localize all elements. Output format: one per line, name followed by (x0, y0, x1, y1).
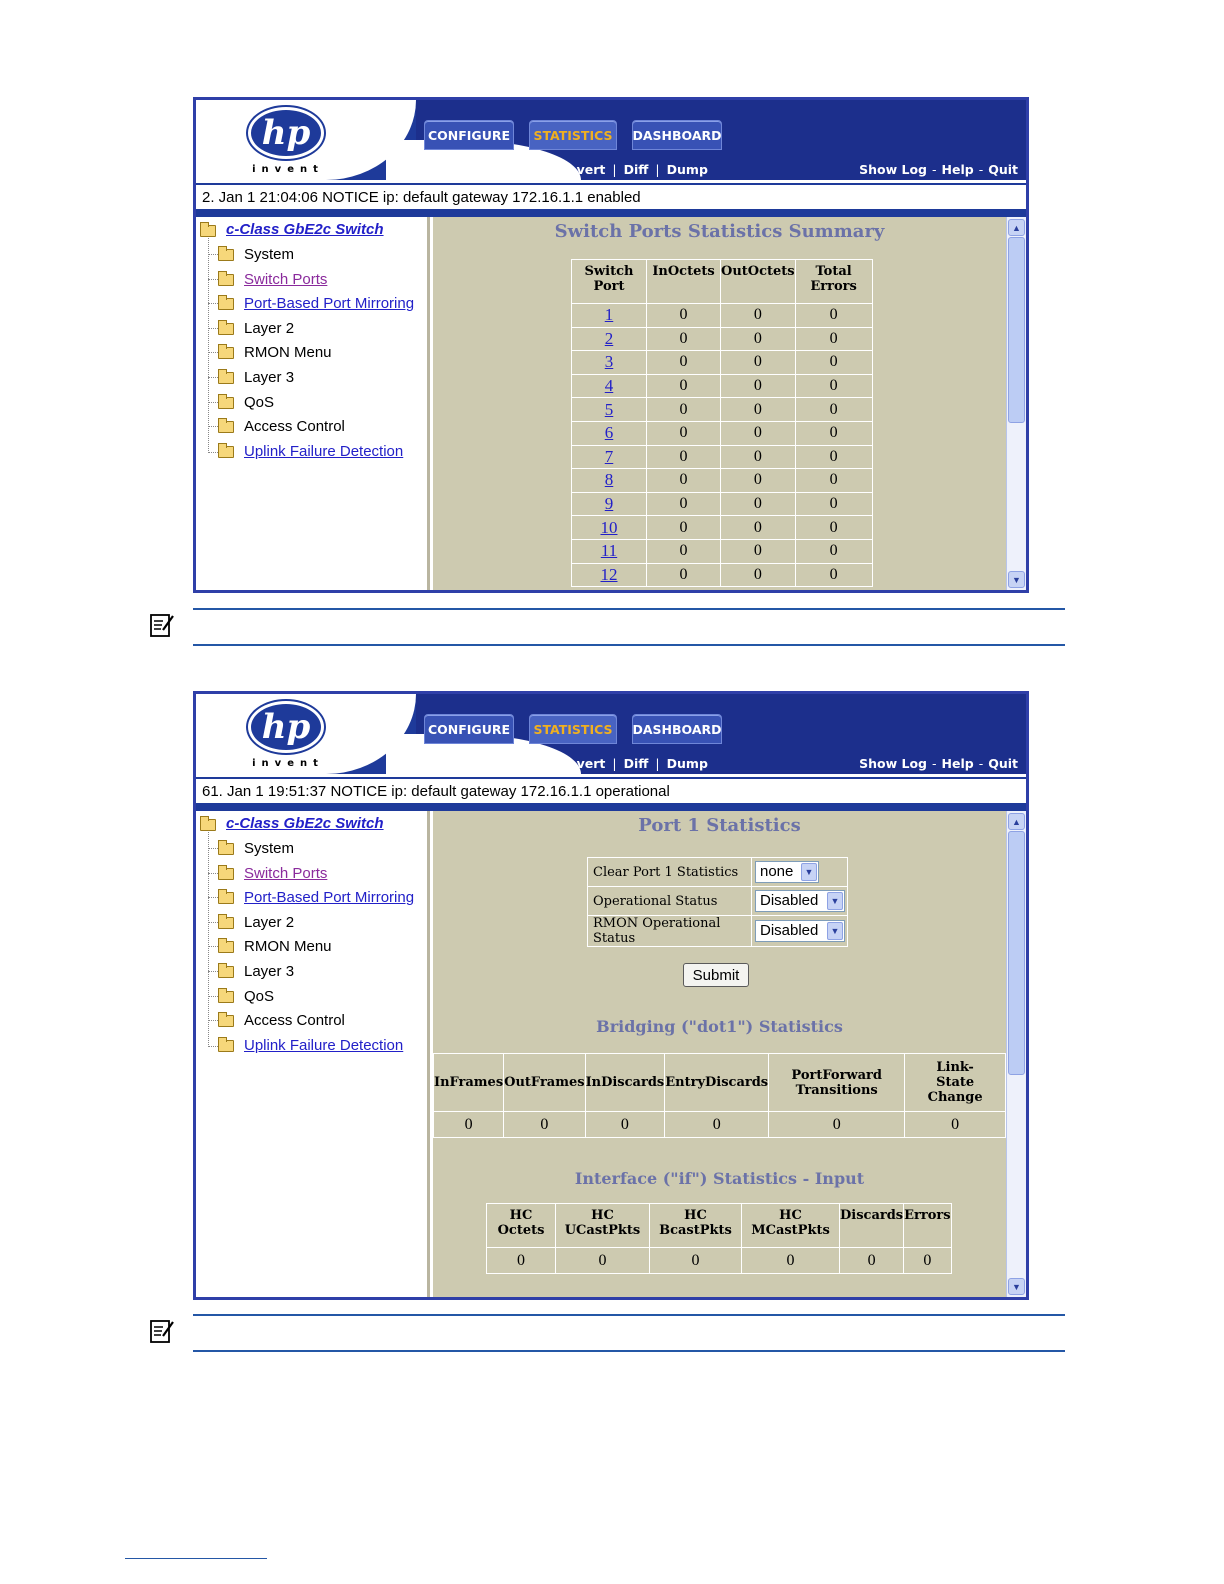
port-link[interactable]: 8 (604, 470, 614, 490)
submit-button[interactable]: Submit (683, 963, 749, 987)
column-header: Total Errors (795, 260, 872, 304)
nav-tree (196, 811, 430, 1297)
chevron-down-icon: ▼ (801, 863, 817, 881)
dump-link[interactable]: Dump (666, 162, 708, 177)
tree-item-switch-ports[interactable]: Switch Ports (244, 271, 328, 288)
apply-link[interactable]: Apply (448, 756, 489, 771)
folder-icon (218, 1040, 234, 1052)
form-label: RMON Operational Status (588, 916, 752, 947)
folder-open-icon (200, 819, 216, 831)
column-header: EntryDiscards (665, 1054, 769, 1112)
stat-value: 0 (647, 539, 721, 563)
content-pane (433, 811, 1006, 1297)
operational-status-select[interactable]: Disabled ▼ (755, 890, 845, 912)
stat-value: 0 (795, 516, 872, 540)
interface-value: 0 (840, 1248, 904, 1274)
bridging-value: 0 (769, 1112, 905, 1138)
screenshot-port-statistics (193, 691, 1029, 1300)
stat-value: 0 (647, 398, 721, 422)
bridging-value: 0 (585, 1112, 665, 1138)
tree-item-access-control[interactable]: Access Control (244, 418, 345, 435)
stat-value: 0 (721, 421, 796, 445)
tree-item-uplink-failure-detection[interactable]: Uplink Failure Detection (244, 1037, 404, 1054)
column-header: InOctets (647, 260, 721, 304)
folder-icon (218, 868, 234, 880)
tree-item-system[interactable]: System (244, 246, 295, 263)
tree-item-rmon-menu[interactable]: RMON Menu (244, 938, 332, 955)
revert-link[interactable]: Revert (558, 162, 606, 177)
table-row (434, 1112, 1006, 1138)
bridging-value: 0 (665, 1112, 769, 1138)
tree-item-port-mirroring[interactable]: Port-Based Port Mirroring (244, 295, 415, 312)
port-link[interactable]: 2 (604, 328, 614, 348)
stat-value: 0 (795, 445, 872, 469)
column-header: Errors (904, 1204, 951, 1248)
table-row (572, 563, 873, 587)
table-row (572, 516, 873, 540)
column-header: InDiscards (585, 1054, 665, 1112)
right-menu: Show Log - Help - Quit (859, 162, 1018, 177)
table-row (572, 492, 873, 516)
bridging-value: 0 (504, 1112, 585, 1138)
stat-value: 0 (795, 374, 872, 398)
port-link[interactable]: 9 (604, 494, 614, 514)
stat-value: 0 (795, 398, 872, 422)
page-title: Port 1 Statistics (638, 815, 801, 836)
tree-root[interactable]: c-Class GbE2c Switch (226, 221, 384, 238)
vertical-scrollbar[interactable] (1006, 217, 1026, 590)
folder-icon (218, 347, 234, 359)
stat-value: 0 (721, 304, 796, 328)
stat-value: 0 (647, 469, 721, 493)
tree-item-layer-2[interactable]: Layer 2 (244, 320, 295, 337)
table-row (572, 304, 873, 328)
stat-value: 0 (795, 351, 872, 375)
scroll-down-icon[interactable]: ▼ (1008, 1278, 1025, 1295)
folder-icon (218, 966, 234, 978)
tree-item-qos[interactable]: QoS (244, 394, 275, 411)
hp-logo: hp (248, 701, 324, 753)
stat-value: 0 (795, 563, 872, 587)
folder-icon (218, 249, 234, 261)
folder-icon (218, 421, 234, 433)
note-box (193, 1314, 1065, 1352)
stat-value: 0 (647, 327, 721, 351)
stat-value: 0 (647, 351, 721, 375)
column-header: Switch Port (572, 260, 647, 304)
interface-value: 0 (650, 1248, 742, 1274)
diff-link[interactable]: Diff (623, 162, 649, 177)
tree-item-port-mirroring[interactable]: Port-Based Port Mirroring (244, 889, 415, 906)
port-link[interactable]: 11 (600, 541, 618, 561)
port-link[interactable]: 1 (604, 305, 614, 325)
save-link[interactable]: Save (506, 162, 541, 177)
help-link[interactable]: Help (941, 162, 974, 177)
folder-icon (218, 917, 234, 929)
note-icon (149, 1318, 175, 1344)
note-icon (149, 612, 175, 638)
stat-value: 0 (795, 304, 872, 328)
scroll-up-icon[interactable]: ▲ (1008, 219, 1025, 236)
port-link[interactable]: 12 (600, 564, 618, 584)
ports-summary-table (571, 259, 873, 587)
stat-value: 0 (721, 327, 796, 351)
help-link[interactable]: Help (941, 756, 974, 771)
scroll-up-icon[interactable]: ▲ (1008, 813, 1025, 830)
port-link[interactable]: 10 (600, 517, 618, 537)
stat-value: 0 (647, 492, 721, 516)
tree-item-layer-3[interactable]: Layer 3 (244, 963, 295, 980)
interface-value: 0 (904, 1248, 951, 1274)
stat-value: 0 (721, 516, 796, 540)
column-header: OutOctets (721, 260, 796, 304)
folder-icon (218, 892, 234, 904)
stat-value: 0 (795, 492, 872, 516)
table-row (572, 351, 873, 375)
page-title: Switch Ports Statistics Summary (554, 221, 885, 242)
tab-configure[interactable]: CONFIGURE (424, 714, 514, 744)
port-link[interactable]: 3 (604, 352, 614, 372)
table-row (572, 327, 873, 351)
folder-icon (218, 941, 234, 953)
column-header: HC MCastPkts (742, 1204, 840, 1248)
notice-line: 2. Jan 1 21:04:06 NOTICE ip: default gateway 172.16.1.1 enabled (196, 183, 1026, 209)
vertical-scrollbar[interactable] (1006, 811, 1026, 1297)
tab-dashboard[interactable]: DASHBOARD (632, 714, 722, 744)
column-header: HC Octets (487, 1204, 556, 1248)
stat-value: 0 (795, 327, 872, 351)
port-link[interactable]: 4 (604, 376, 614, 396)
nav-tree (196, 217, 430, 590)
quit-link[interactable]: Quit (988, 162, 1018, 177)
dump-link[interactable]: Dump (666, 756, 708, 771)
stat-value: 0 (647, 421, 721, 445)
bridging-value: 0 (905, 1112, 1006, 1138)
table-row (572, 374, 873, 398)
column-header: Link-State Change (905, 1054, 1006, 1112)
tab-configure[interactable]: CONFIGURE (424, 120, 514, 150)
stat-value: 0 (795, 539, 872, 563)
port-settings-form (587, 857, 848, 947)
header-bar (196, 694, 1026, 774)
clear-stats-select[interactable]: none ▼ (755, 861, 819, 883)
revert-link[interactable]: Revert (558, 756, 606, 771)
port-link[interactable]: 6 (604, 423, 614, 443)
notice-line: 61. Jan 1 19:51:37 NOTICE ip: default gateway 172.16.1.1 operational (196, 777, 1026, 803)
stat-value: 0 (795, 421, 872, 445)
column-header: InFrames (434, 1054, 504, 1112)
column-header: HC BcastPkts (650, 1204, 742, 1248)
interface-stats-table (486, 1203, 952, 1274)
tree-item-uplink-failure-detection[interactable]: Uplink Failure Detection (244, 443, 404, 460)
content-pane (433, 217, 1006, 590)
logo-tagline: invent (252, 758, 324, 769)
stat-value: 0 (721, 539, 796, 563)
scroll-down-icon[interactable]: ▼ (1008, 571, 1025, 588)
show-log-link[interactable]: Show Log (859, 756, 927, 771)
show-log-link[interactable]: Show Log (859, 162, 927, 177)
stat-value: 0 (721, 374, 796, 398)
tab-dashboard[interactable]: DASHBOARD (632, 120, 722, 150)
interface-value: 0 (742, 1248, 840, 1274)
screenshot-switch-ports-summary (193, 97, 1029, 593)
tree-root[interactable]: c-Class GbE2c Switch (226, 815, 384, 832)
right-menu: Show Log - Help - Quit (859, 756, 1018, 771)
interface-value: 0 (556, 1248, 650, 1274)
apply-link[interactable]: Apply (448, 162, 489, 177)
folder-icon (218, 274, 234, 286)
header-bar (196, 100, 1026, 180)
column-header: PortForward Transitions (769, 1054, 905, 1112)
rmon-status-select[interactable]: Disabled ▼ (755, 920, 845, 942)
tree-item-layer-2[interactable]: Layer 2 (244, 914, 295, 931)
table-row (487, 1248, 952, 1274)
interface-value: 0 (487, 1248, 556, 1274)
note-box (193, 608, 1065, 646)
folder-icon (218, 372, 234, 384)
tree-item-switch-ports[interactable]: Switch Ports (244, 865, 328, 882)
action-menu: Apply | Save | Revert | Diff | Dump (448, 756, 708, 771)
chevron-down-icon: ▼ (827, 892, 843, 910)
table-row (572, 469, 873, 493)
column-header: HC UCastPkts (556, 1204, 650, 1248)
port-link[interactable]: 5 (604, 399, 614, 419)
logo-tagline: invent (252, 164, 324, 175)
tree-item-qos[interactable]: QoS (244, 988, 275, 1005)
table-row (572, 398, 873, 422)
chevron-down-icon: ▼ (827, 922, 843, 940)
folder-icon (218, 323, 234, 335)
tree-item-access-control[interactable]: Access Control (244, 1012, 345, 1029)
column-header: OutFrames (504, 1054, 585, 1112)
quit-link[interactable]: Quit (988, 756, 1018, 771)
folder-icon (218, 397, 234, 409)
stat-value: 0 (721, 398, 796, 422)
stat-value: 0 (647, 445, 721, 469)
stat-value: 0 (647, 563, 721, 587)
folder-icon (218, 991, 234, 1003)
folder-icon (218, 843, 234, 855)
tree-item-layer-3[interactable]: Layer 3 (244, 369, 295, 386)
interface-title: Interface ("if") Statistics - Input (574, 1169, 865, 1188)
hp-logo: hp (248, 107, 324, 159)
column-header: Discards (840, 1204, 904, 1248)
stat-value: 0 (721, 563, 796, 587)
folder-open-icon (200, 225, 216, 237)
tree-item-rmon-menu[interactable]: RMON Menu (244, 344, 332, 361)
port-link[interactable]: 7 (604, 446, 614, 466)
stat-value: 0 (721, 469, 796, 493)
save-link[interactable]: Save (506, 756, 541, 771)
table-row (572, 421, 873, 445)
stat-value: 0 (721, 445, 796, 469)
stat-value: 0 (647, 516, 721, 540)
bridging-value: 0 (434, 1112, 504, 1138)
stat-value: 0 (647, 304, 721, 328)
scroll-thumb[interactable] (1008, 831, 1025, 1075)
table-row (572, 445, 873, 469)
scroll-thumb[interactable] (1008, 237, 1025, 423)
bridging-stats-table (433, 1053, 1006, 1138)
diff-link[interactable]: Diff (623, 756, 649, 771)
stat-value: 0 (721, 351, 796, 375)
folder-icon (218, 1015, 234, 1027)
folder-icon (218, 298, 234, 310)
stat-value: 0 (647, 374, 721, 398)
table-row (572, 539, 873, 563)
stat-value: 0 (721, 492, 796, 516)
tab-statistics[interactable]: STATISTICS (529, 120, 617, 150)
footer-rule (125, 1558, 267, 1559)
action-menu: Apply | Save | Revert | Diff | Dump (448, 162, 708, 177)
form-label: Operational Status (588, 887, 752, 916)
form-label: Clear Port 1 Statistics (588, 858, 752, 887)
tree-item-system[interactable]: System (244, 840, 295, 857)
stat-value: 0 (795, 469, 872, 493)
folder-icon (218, 446, 234, 458)
bridging-title: Bridging ("dot1") Statistics (596, 1017, 843, 1036)
tab-statistics[interactable]: STATISTICS (529, 714, 617, 744)
